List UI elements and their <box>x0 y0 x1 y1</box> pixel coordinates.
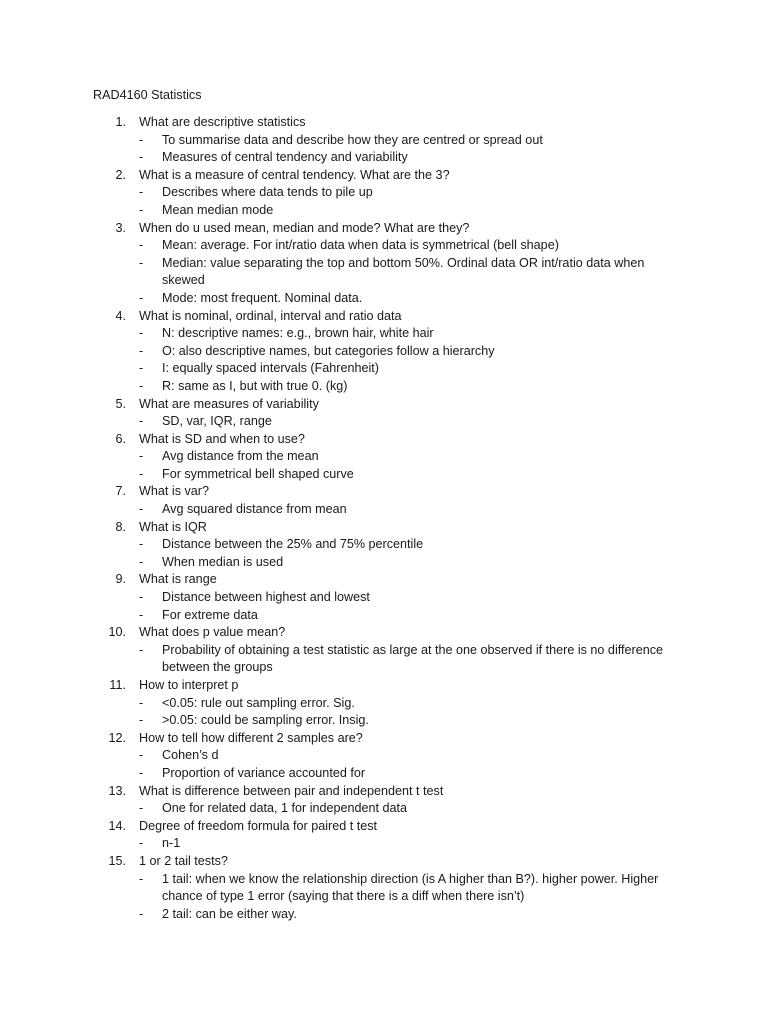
question-number: 14. <box>108 818 126 833</box>
answer-item <box>0 906 768 924</box>
question-item <box>0 431 768 484</box>
answer-item <box>0 501 768 519</box>
answer-item <box>0 448 768 466</box>
dash-bullet: - <box>139 607 144 622</box>
answer-list <box>0 642 768 677</box>
question-number: 10. <box>108 625 126 640</box>
dash-bullet: - <box>139 836 144 851</box>
answer-text: Avg squared distance from mean <box>162 502 347 517</box>
question-number: 3. <box>115 220 126 235</box>
dash-bullet: - <box>139 466 144 481</box>
question-number: 4. <box>115 308 126 323</box>
question-line <box>0 167 768 185</box>
answer-item <box>0 378 768 396</box>
answer-list <box>0 536 768 571</box>
answer-text: R: same as I, but with true 0. (kg) <box>162 378 348 393</box>
dash-bullet: - <box>139 255 144 270</box>
answer-list <box>0 132 768 167</box>
answer-item <box>0 202 768 220</box>
question-item <box>0 624 768 677</box>
answer-text: Mean: average. For int/ratio data when data is symmetrical (bell shape) <box>162 238 559 253</box>
question-item <box>0 571 768 624</box>
answer-item <box>0 800 768 818</box>
dash-bullet: - <box>139 748 144 763</box>
question-line <box>0 677 768 695</box>
answer-text: Cohen’s d <box>162 748 219 763</box>
answer-item <box>0 536 768 554</box>
question-text: What is nominal, ordinal, interval and ratio data <box>139 308 402 323</box>
dash-bullet: - <box>139 906 144 921</box>
dash-bullet: - <box>139 695 144 710</box>
answer-list <box>0 695 768 730</box>
answer-text: SD, var, IQR, range <box>162 414 272 429</box>
answer-item <box>0 413 768 431</box>
question-item <box>0 519 768 572</box>
question-item <box>0 730 768 783</box>
question-text: What are measures of variability <box>139 396 319 411</box>
question-number: 8. <box>115 519 126 534</box>
answer-text: n-1 <box>162 836 181 851</box>
answer-item <box>0 695 768 713</box>
question-line <box>0 431 768 449</box>
dash-bullet: - <box>139 150 144 165</box>
question-item <box>0 220 768 308</box>
question-text: When do u used mean, median and mode? What are they? <box>139 220 470 235</box>
answer-text: Probability of obtaining a test statistic as large at the one observed if there is no difference between the groups <box>162 642 664 675</box>
answer-list <box>0 448 768 483</box>
question-text: Degree of freedom formula for paired t test <box>139 818 377 833</box>
document-title: RAD4160 Statistics <box>93 88 202 102</box>
answer-text: To summarise data and describe how they are centred or spread out <box>162 132 543 147</box>
answer-item <box>0 343 768 361</box>
dash-bullet: - <box>139 326 144 341</box>
answer-item <box>0 466 768 484</box>
answer-item <box>0 871 768 906</box>
question-number: 2. <box>115 167 126 182</box>
question-number: 6. <box>115 431 126 446</box>
answer-text: O: also descriptive names, but categories follow a hierarchy <box>162 343 495 358</box>
question-item <box>0 396 768 431</box>
answer-text: Distance between highest and lowest <box>162 590 370 605</box>
answer-text: >0.05: could be sampling error. Insig. <box>162 713 369 728</box>
dash-bullet: - <box>139 238 144 253</box>
dash-bullet: - <box>139 590 144 605</box>
answer-item <box>0 712 768 730</box>
dash-bullet: - <box>139 537 144 552</box>
question-line <box>0 308 768 326</box>
dash-bullet: - <box>139 871 144 886</box>
question-number: 7. <box>115 484 126 499</box>
question-line <box>0 818 768 836</box>
answer-list <box>0 871 768 924</box>
answer-list <box>0 325 768 395</box>
dash-bullet: - <box>139 378 144 393</box>
answer-list <box>0 800 768 818</box>
question-text: What is SD and when to use? <box>139 431 305 446</box>
answer-text: For symmetrical bell shaped curve <box>162 466 354 481</box>
dash-bullet: - <box>139 132 144 147</box>
dash-bullet: - <box>139 502 144 517</box>
question-line <box>0 483 768 501</box>
dash-bullet: - <box>139 642 144 657</box>
answer-text: I: equally spaced intervals (Fahrenheit) <box>162 361 380 376</box>
answer-text: Median: value separating the top and bottom 50%. Ordinal data OR int/ratio data when skewed <box>162 255 645 288</box>
answer-list <box>0 589 768 624</box>
dash-bullet: - <box>139 449 144 464</box>
question-item <box>0 818 768 853</box>
question-number: 13. <box>108 783 126 798</box>
question-item <box>0 853 768 923</box>
answer-text: Avg distance from the mean <box>162 449 319 464</box>
question-number: 12. <box>108 730 126 745</box>
dash-bullet: - <box>139 414 144 429</box>
question-number: 15. <box>108 853 126 868</box>
answer-item <box>0 607 768 625</box>
question-text: What is difference between pair and independent t test <box>139 783 444 798</box>
question-text: How to interpret p <box>139 678 239 692</box>
answer-list <box>0 747 768 782</box>
dash-bullet: - <box>139 361 144 376</box>
dash-bullet: - <box>139 343 144 358</box>
question-number: 1. <box>115 115 126 129</box>
answer-text: 1 tail: when we know the relationship direction (is A higher than B?). higher power. Higher chance of type 1 error (saying that there is a diff when there isn’t) <box>162 871 659 904</box>
question-line <box>0 624 768 642</box>
answer-list <box>0 835 768 853</box>
answer-item <box>0 835 768 853</box>
question-list <box>0 114 768 923</box>
question-line <box>0 730 768 748</box>
answer-item <box>0 765 768 783</box>
answer-list <box>0 184 768 219</box>
answer-text: Mode: most frequent. Nominal data. <box>162 290 363 305</box>
answer-text: Distance between the 25% and 75% percentile <box>162 537 424 552</box>
answer-text: N: descriptive names: e.g., brown hair, white hair <box>162 326 434 341</box>
dash-bullet: - <box>139 202 144 217</box>
question-item <box>0 483 768 518</box>
question-line <box>0 853 768 871</box>
answer-item <box>0 747 768 765</box>
answer-item <box>0 360 768 378</box>
answer-text: One for related data, 1 for independent data <box>162 801 408 816</box>
answer-item <box>0 325 768 343</box>
answer-item <box>0 184 768 202</box>
question-number: 9. <box>115 572 126 587</box>
question-item <box>0 677 768 730</box>
answer-item <box>0 554 768 572</box>
question-text: 1 or 2 tail tests? <box>139 853 228 868</box>
answer-item <box>0 149 768 167</box>
question-item <box>0 114 768 167</box>
answer-text: Proportion of variance accounted for <box>162 765 366 780</box>
dash-bullet: - <box>139 765 144 780</box>
answer-text: Describes where data tends to pile up <box>162 185 373 200</box>
answer-list <box>0 501 768 519</box>
question-text: How to tell how different 2 samples are? <box>139 730 363 745</box>
answer-item <box>0 290 768 308</box>
answer-item <box>0 255 768 290</box>
question-number: 11. <box>109 678 126 692</box>
dash-bullet: - <box>139 554 144 569</box>
question-line <box>0 519 768 537</box>
question-text: What does p value mean? <box>139 625 286 640</box>
question-item <box>0 167 768 220</box>
answer-item <box>0 132 768 150</box>
answer-list <box>0 413 768 431</box>
dash-bullet: - <box>139 290 144 305</box>
dash-bullet: - <box>139 185 144 200</box>
question-text: What are descriptive statistics <box>139 115 306 129</box>
answer-list <box>0 237 768 307</box>
answer-item <box>0 589 768 607</box>
answer-text: 2 tail: can be either way. <box>162 906 297 921</box>
question-number: 5. <box>115 396 126 411</box>
answer-text: Mean median mode <box>162 202 274 217</box>
answer-text: For extreme data <box>162 607 258 622</box>
dash-bullet: - <box>139 801 144 816</box>
dash-bullet: - <box>139 713 144 728</box>
question-line <box>0 114 768 132</box>
answer-text: <0.05: rule out sampling error. Sig. <box>162 695 355 710</box>
question-line <box>0 396 768 414</box>
question-text: What is a measure of central tendency. What are the 3? <box>139 167 450 182</box>
question-text: What is var? <box>139 484 209 499</box>
answer-item <box>0 642 768 677</box>
question-text: What is IQR <box>139 519 207 534</box>
answer-text: Measures of central tendency and variability <box>162 150 408 165</box>
question-line <box>0 571 768 589</box>
question-item <box>0 308 768 396</box>
question-line <box>0 783 768 801</box>
answer-text: When median is used <box>162 554 284 569</box>
question-item <box>0 783 768 818</box>
question-text: What is range <box>139 572 217 587</box>
question-line <box>0 220 768 238</box>
answer-item <box>0 237 768 255</box>
